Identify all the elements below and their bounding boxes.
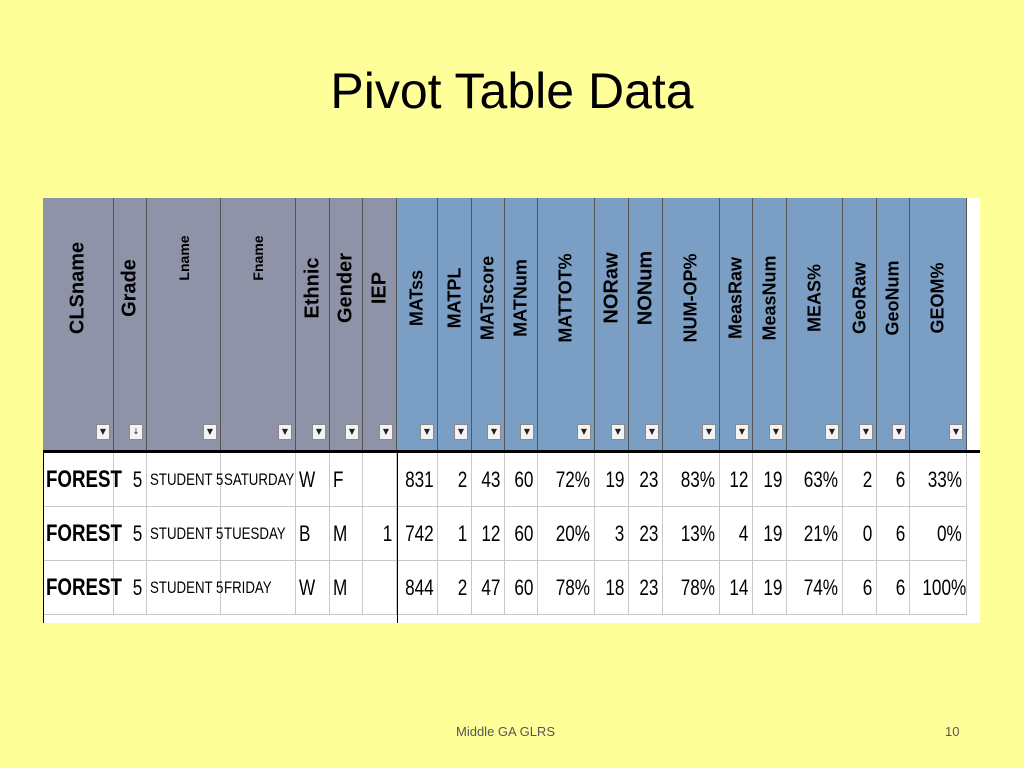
column-header-matscore <box>472 198 505 453</box>
dropdown-arrow-icon[interactable]: ▼ <box>702 424 716 440</box>
dropdown-arrow-icon[interactable]: ▼ <box>420 424 434 440</box>
table-cell[interactable]: 78% <box>663 561 720 615</box>
table-cell[interactable] <box>363 561 397 615</box>
table-cell[interactable]: 12 <box>472 507 505 561</box>
column-header-measnum <box>753 198 787 453</box>
dropdown-arrow-icon[interactable]: ▼ <box>278 424 292 440</box>
column-header-label: Lname <box>175 235 192 281</box>
table-cell[interactable]: B <box>296 507 330 561</box>
column-header-grade <box>114 198 147 453</box>
page-number: 10 <box>945 724 960 739</box>
table-cell[interactable]: 21% <box>787 507 843 561</box>
table-cell[interactable]: 3 <box>595 507 629 561</box>
table-cell[interactable]: 844 <box>397 561 438 615</box>
table-cell[interactable]: FOREST <box>43 561 114 615</box>
table-cell[interactable]: 2 <box>438 453 472 507</box>
dropdown-arrow-icon[interactable]: ▼ <box>487 424 501 440</box>
table-cell[interactable]: M <box>330 507 363 561</box>
dropdown-arrow-icon[interactable]: ▼ <box>645 424 659 440</box>
column-header-geonum <box>877 198 910 453</box>
pivot-table-screenshot <box>43 198 980 623</box>
column-header-gender <box>330 198 363 453</box>
dropdown-arrow-icon[interactable]: ▼ <box>379 424 393 440</box>
table-cell[interactable]: 6 <box>877 453 910 507</box>
table-cell[interactable]: 4 <box>720 507 753 561</box>
column-header-label: GeoNum <box>882 260 903 336</box>
table-row <box>43 561 980 615</box>
dropdown-arrow-icon[interactable]: ▼ <box>345 424 359 440</box>
dropdown-arrow-icon[interactable]: ▼ <box>96 424 110 440</box>
table-cell[interactable]: TUESDAY <box>221 507 296 561</box>
table-cell[interactable]: 43 <box>472 453 505 507</box>
table-cell[interactable]: 33% <box>910 453 967 507</box>
column-header-label: CLSname <box>66 241 89 335</box>
table-cell[interactable]: 831 <box>397 453 438 507</box>
table-cell[interactable]: 5 <box>114 507 147 561</box>
table-cell[interactable]: 6 <box>877 561 910 615</box>
table-cell[interactable]: 83% <box>663 453 720 507</box>
dropdown-arrow-icon[interactable]: ▼ <box>949 424 963 440</box>
column-header-label: MATTOT% <box>555 253 576 343</box>
dropdown-arrow-icon[interactable]: ▼ <box>735 424 749 440</box>
table-cell[interactable]: STUDENT 5 <box>147 561 221 615</box>
dropdown-arrow-icon[interactable]: ▼ <box>859 424 873 440</box>
dropdown-arrow-icon[interactable]: ▼ <box>203 424 217 440</box>
table-cell[interactable]: M <box>330 561 363 615</box>
table-cell[interactable]: 23 <box>629 561 663 615</box>
table-cell[interactable]: 5 <box>114 453 147 507</box>
table-cell[interactable]: W <box>296 561 330 615</box>
column-header-label: MATPL <box>444 267 464 329</box>
table-cell[interactable]: 100% <box>910 561 967 615</box>
column-header-label: MATNum <box>510 259 531 337</box>
column-header-geom- <box>910 198 967 453</box>
sort-filter-icon[interactable]: ↓ <box>129 424 143 440</box>
table-cell[interactable]: 1 <box>438 507 472 561</box>
table-cell[interactable]: 742 <box>397 507 438 561</box>
table-cell[interactable]: 23 <box>629 453 663 507</box>
table-cell[interactable]: 20% <box>538 507 595 561</box>
dropdown-arrow-icon[interactable]: ▼ <box>520 424 534 440</box>
table-row <box>43 453 980 507</box>
column-header-label: IEP <box>368 271 390 305</box>
table-cell[interactable]: 19 <box>753 561 787 615</box>
table-cell[interactable]: SATURDAY <box>221 453 296 507</box>
column-header-label: Fname <box>250 235 266 281</box>
table-row <box>43 507 980 561</box>
table-cell[interactable]: 2 <box>843 453 877 507</box>
table-cell[interactable]: 18 <box>595 561 629 615</box>
table-cell[interactable]: 5 <box>114 561 147 615</box>
table-cell[interactable]: F <box>330 453 363 507</box>
dropdown-arrow-icon[interactable]: ▼ <box>611 424 625 440</box>
table-cell[interactable]: 23 <box>629 507 663 561</box>
column-header-meas- <box>787 198 843 453</box>
column-header-noraw <box>595 198 629 453</box>
table-cell[interactable]: 19 <box>753 453 787 507</box>
dropdown-arrow-icon[interactable]: ▼ <box>312 424 326 440</box>
column-header-ethnic <box>296 198 330 453</box>
table-cell[interactable]: FOREST <box>43 507 114 561</box>
column-header-nonum <box>629 198 663 453</box>
column-header-label: NUM-OP% <box>680 253 701 343</box>
table-cell[interactable]: 13% <box>663 507 720 561</box>
column-header-label: MATscore <box>477 255 498 341</box>
column-header-label: Grade <box>118 259 141 317</box>
column-header-matpl <box>438 198 472 453</box>
column-header-matss <box>397 198 438 453</box>
table-cell[interactable]: 12 <box>720 453 753 507</box>
table-cell[interactable]: 74% <box>787 561 843 615</box>
column-header-label: MATss <box>406 269 427 327</box>
table-cell[interactable]: 1 <box>363 507 397 561</box>
table-cell[interactable]: 19 <box>753 507 787 561</box>
table-cell[interactable]: W <box>296 453 330 507</box>
column-header-matnum <box>505 198 538 453</box>
dropdown-arrow-icon[interactable]: ▼ <box>825 424 839 440</box>
table-cell[interactable] <box>363 453 397 507</box>
column-header-label: GeoRaw <box>849 261 869 335</box>
dropdown-arrow-icon[interactable]: ▼ <box>769 424 783 440</box>
column-header-georaw <box>843 198 877 453</box>
table-cell[interactable]: 60 <box>505 453 538 507</box>
slide-title: Pivot Table Data <box>330 63 694 119</box>
table-cell[interactable]: STUDENT 5 <box>147 453 221 507</box>
table-body <box>43 453 980 623</box>
table-cell[interactable]: 6 <box>877 507 910 561</box>
column-header-label: MeasNum <box>759 255 779 341</box>
footer-label: Middle GA GLRS <box>456 724 555 739</box>
column-header-fname <box>221 198 296 453</box>
table-cell[interactable]: 60 <box>505 507 538 561</box>
table-cell[interactable]: 14 <box>720 561 753 615</box>
column-divider <box>397 453 398 623</box>
table-cell[interactable]: 0 <box>843 507 877 561</box>
column-header-label: NONum <box>634 250 656 326</box>
column-header-label: NORaw <box>600 252 622 324</box>
table-cell[interactable]: 60 <box>505 561 538 615</box>
column-header-label: Gender <box>334 252 357 324</box>
table-cell[interactable]: 72% <box>538 453 595 507</box>
column-header-lname <box>147 198 221 453</box>
column-header-clsname <box>43 198 114 453</box>
table-cell[interactable]: 19 <box>595 453 629 507</box>
dropdown-arrow-icon[interactable]: ▼ <box>577 424 591 440</box>
dropdown-arrow-icon[interactable]: ▼ <box>454 424 468 440</box>
table-cell[interactable]: FOREST <box>43 453 114 507</box>
header-row <box>43 198 980 453</box>
table-cell[interactable]: 0% <box>910 507 967 561</box>
column-header-num-op- <box>663 198 720 453</box>
table-cell[interactable]: 2 <box>438 561 472 615</box>
table-cell[interactable]: STUDENT 5 <box>147 507 221 561</box>
column-header-iep <box>363 198 397 453</box>
column-header-label: MEAS% <box>804 263 824 333</box>
dropdown-arrow-icon[interactable]: ▼ <box>892 424 906 440</box>
table-cell[interactable]: FRIDAY <box>221 561 296 615</box>
column-header-label: GEOM% <box>927 262 948 334</box>
column-header-label: Ethnic <box>301 257 323 319</box>
column-divider <box>43 453 44 623</box>
table-cell[interactable]: 63% <box>787 453 843 507</box>
column-header-mattot- <box>538 198 595 453</box>
column-header-measraw <box>720 198 753 453</box>
table-cell[interactable]: 6 <box>843 561 877 615</box>
table-cell[interactable]: 47 <box>472 561 505 615</box>
column-header-label: MeasRaw <box>725 256 746 340</box>
table-cell[interactable]: 78% <box>538 561 595 615</box>
